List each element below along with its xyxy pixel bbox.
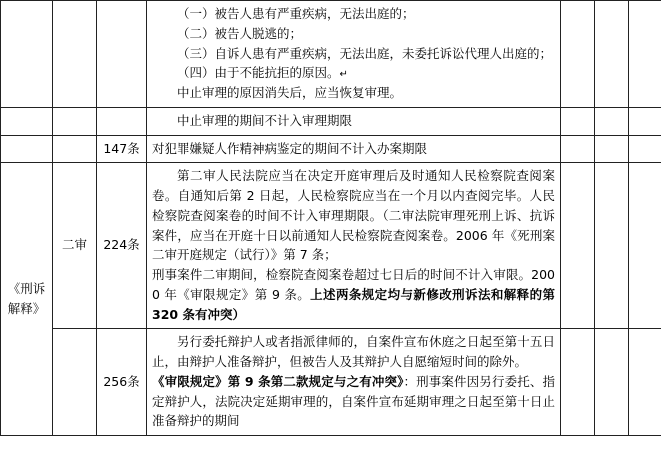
content-line: （三）自诉人患有严重疾病，无法出庭，未委托诉讼代理人出庭的；	[177, 45, 553, 61]
table-row	[1, 107, 661, 135]
table-row	[1, 1, 661, 108]
content-line: （一）被告人患有严重疾病，无法出庭的；	[177, 6, 415, 21]
cell-article	[97, 1, 147, 108]
table-row	[1, 163, 661, 329]
content-text-bold: 《审限规定》第 9 条第二款规定与之有冲突》	[152, 373, 404, 389]
cell-article: 224条	[97, 163, 147, 329]
cell-note-3	[629, 135, 661, 163]
cell-content	[147, 107, 561, 135]
table-row	[1, 329, 661, 436]
cell-stage	[53, 135, 97, 163]
cell-note-2	[595, 329, 629, 436]
cell-category	[1, 1, 53, 108]
cell-stage	[53, 1, 97, 108]
content-line: （四）由于不能抗拒的原因。↵	[177, 65, 348, 81]
cell-note-3	[629, 329, 661, 436]
cell-note-3	[629, 163, 661, 329]
content-line	[152, 372, 555, 431]
content-line: （二）被告人脱逃的；	[177, 25, 303, 41]
cell-article: 256条	[97, 329, 147, 436]
cell-note-3	[629, 107, 661, 135]
cell-note-1	[561, 135, 595, 163]
cell-content	[147, 163, 561, 329]
content-text-bold: 上述两条规定均与新修改刑诉法和解释的第 320 条有冲突）	[152, 286, 555, 322]
cell-note-1	[561, 163, 595, 329]
cell-note-1	[561, 107, 595, 135]
cell-note-2	[595, 163, 629, 329]
cell-category	[1, 107, 53, 135]
content-text-plain: 刑事案件二审期间，检察院查阅案卷超过七日后的时间不计入审限。2000 年《审限规定》第 9 条。	[152, 267, 555, 302]
cell-stage	[53, 329, 97, 436]
cell-article: 147条	[97, 135, 147, 163]
content-line: 中止审理的期间不计入审理期限	[177, 112, 353, 128]
cell-article	[97, 107, 147, 135]
cell-note-1	[561, 329, 595, 436]
content-text-plain: ：刑事案件因另行委托、指定辩护人，法院决定延期审理的，自案件宣布延期审理之日起至第十日止准备辩护的期间	[152, 373, 555, 429]
cell-stage: 二审	[53, 163, 97, 329]
content-line: 另行委托辩护人或者指派律师的，自案件宣布休庭之日起至第十五日止，由辩护人准备辩护，但被告人及其辩护人自愿缩短时间的除外。	[152, 334, 555, 370]
cell-stage	[53, 107, 97, 135]
cell-note-2	[595, 135, 629, 163]
content-line: 第二审人民法院应当在决定开庭审理后及时通知人民检察院查阅案卷。自通知后第 2 日起，人民检察院应当在一个月以内查阅完毕。人民检察院查阅案卷的时间不计入审理期限。（二审法院审理死刑上诉、抗诉案件，应当在开庭十日以前通知人民检察院查阅案卷。2006 年《死刑案二审开庭规定（试行）》第 7 条；	[152, 168, 555, 263]
table-row	[1, 135, 661, 163]
content-line: 中止审理的原因消失后，应当恢复审理。	[177, 85, 403, 101]
cell-note-2	[595, 1, 629, 108]
content-line: 对犯罪嫌疑人作精神病鉴定的期间不计入办案期限	[152, 140, 428, 156]
cell-content	[147, 135, 561, 163]
cell-content	[147, 1, 561, 108]
cell-note-3	[629, 1, 661, 108]
soft-return-mark: ↵	[339, 69, 348, 81]
cell-category: 《刑诉解释》	[1, 163, 53, 436]
cell-category	[1, 135, 53, 163]
content-line	[152, 265, 555, 324]
cell-note-1	[561, 1, 595, 108]
cell-content	[147, 329, 561, 436]
cell-note-2	[595, 107, 629, 135]
